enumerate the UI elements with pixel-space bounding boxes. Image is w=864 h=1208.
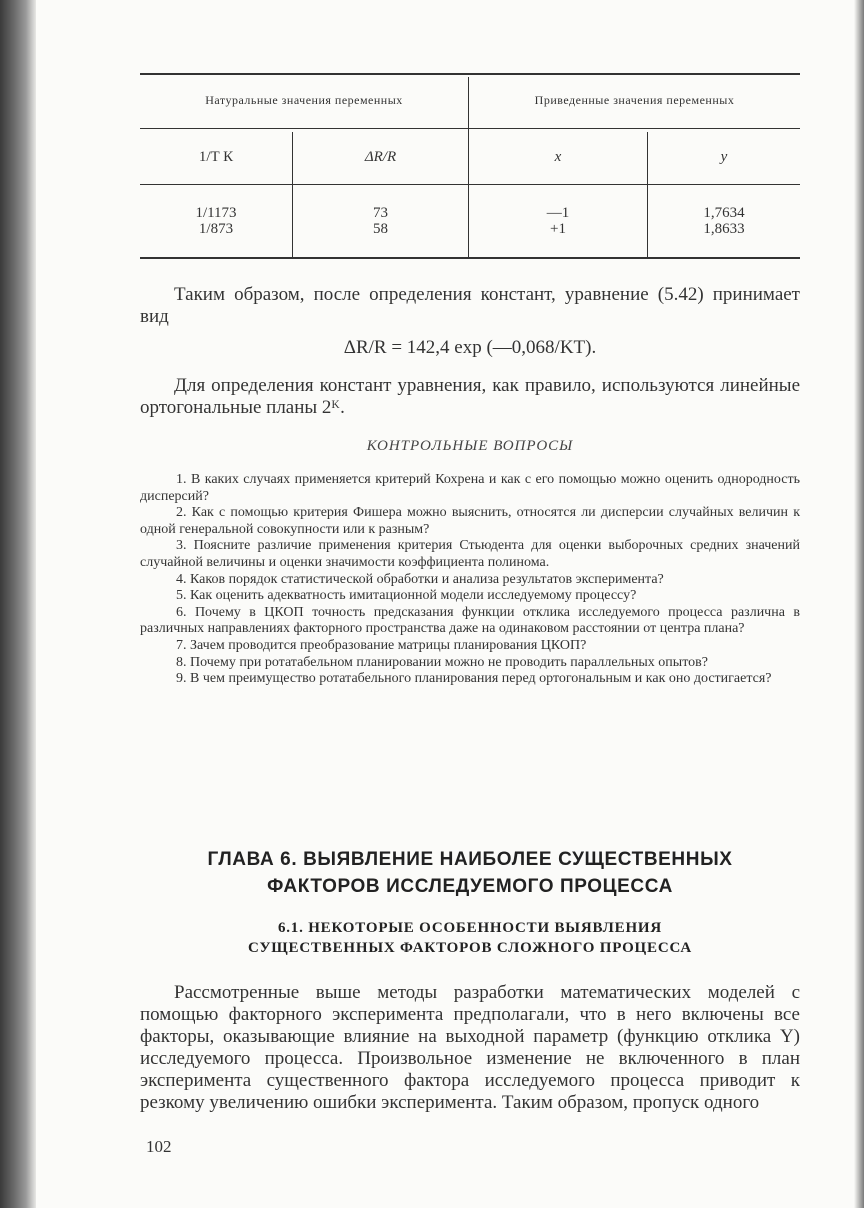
section-title [140,918,800,958]
formula: ΔR/R = 142,4 exp (—0,068/KT). [343,337,597,358]
section-title-line-2: СУЩЕСТВЕННЫХ ФАКТОРОВ СЛОЖНОГО ПРОЦЕССА [248,940,692,956]
table-cell: 1,8633 [703,221,745,237]
table-cell: 1,7634 [703,205,745,221]
question-item: 3. Поясните различие применения критерия Стьюдента для оценки выборочных средних значений случайной величины и оценки значимости коэффициента полинома. [140,538,800,570]
table-header-rule [140,128,800,129]
question-item: 7. Зачем проводится преобразование матрицы планирования ЦКОП? [176,637,587,653]
table-header-reduced: Приведенные значения переменных [534,93,735,107]
control-questions-list [140,472,800,688]
chapter-title-line-2: ФАКТОРОВ ИССЛЕДУЕМОГО ПРОЦЕССА [267,876,673,897]
question-item: 1. В каких случаях применяется критерий Кохрена и как с его помощью можно оценить однородность дисперсий? [140,472,800,504]
question-item: 5. Как оценить адекватность имитационной модели исследуемому процессу? [176,588,637,604]
page-binding-shadow [0,0,36,1208]
table-bottom-rule [140,257,800,259]
table-col-y: y [720,149,728,165]
table-cell: 58 [373,221,388,237]
table-cell: 1/873 [198,221,234,237]
question-item: 8. Почему при ротатабельном планировании можно не проводить параллельных опытов? [176,654,708,670]
table-cell: +1 [550,221,566,237]
chapter-title [140,846,800,900]
section-title-line-1: 6.1. НЕКОТОРЫЕ ОСОБЕННОСТИ ВЫЯВЛЕНИЯ [277,920,663,936]
question-item: 2. Как с помощью критерия Фишера можно выяснить, относятся ли дисперсии случайных величин к одной генеральной совокупности или к разным? [140,505,800,537]
table-top-rule [140,73,800,75]
page-number: 102 [146,1137,172,1156]
table-col-x: x [554,149,562,165]
table-cell: 1/1173 [195,205,237,221]
table-cell: 73 [373,205,388,221]
table-col-inverse-temperature: 1/T К [198,149,234,165]
paragraph-constants: Таким образом, после определения констант, уравнение (5.42) принимает вид [140,284,800,327]
paragraph-orthogonal-plans: Для определения констант уравнения, как правило, используются линейные ортогональные планы 2ᴷ. [140,375,800,418]
table-cell: —1 [546,205,570,221]
table-header-natural: Натуральные значения переменных [205,93,403,107]
body-paragraph: Рассмотренные выше методы разработки математических моделей с помощью факторного эксперимента предполагали, что в него включены все факторы, оказывающие влияние на выходной параметр (функцию отклика Y) исследуемого процесса. Произвольное изменение не включенного в план эксперимента существенного фактора исследуемого процесса приводит к резкому увеличению ошибки эксперимента. Таким образом, пропуск одного [140,982,800,1113]
table-col-resistance-ratio: ΔR/R [364,149,397,165]
data-table [140,73,800,259]
question-item: 4. Каков порядок статистической обработки и анализа результатов эксперимента? [176,571,664,587]
question-item: 9. В чем преимущество ротатабельного планирования перед ортогональным и как оно достигается? [176,671,772,687]
chapter-title-line-1: ГЛАВА 6. ВЫЯВЛЕНИЕ НАИБОЛЕЕ СУЩЕСТВЕННЫХ [207,849,733,870]
page-edge-shadow [854,0,864,1208]
table-subheader-rule [140,184,800,185]
control-questions-heading: КОНТРОЛЬНЫЕ ВОПРОСЫ [366,438,574,454]
question-item: 6. Почему в ЦКОП точность предсказания функции отклика исследуемого процесса различна в различных направлениях факторного пространства даже на одинаковом расстоянии от центра плана? [140,604,800,637]
